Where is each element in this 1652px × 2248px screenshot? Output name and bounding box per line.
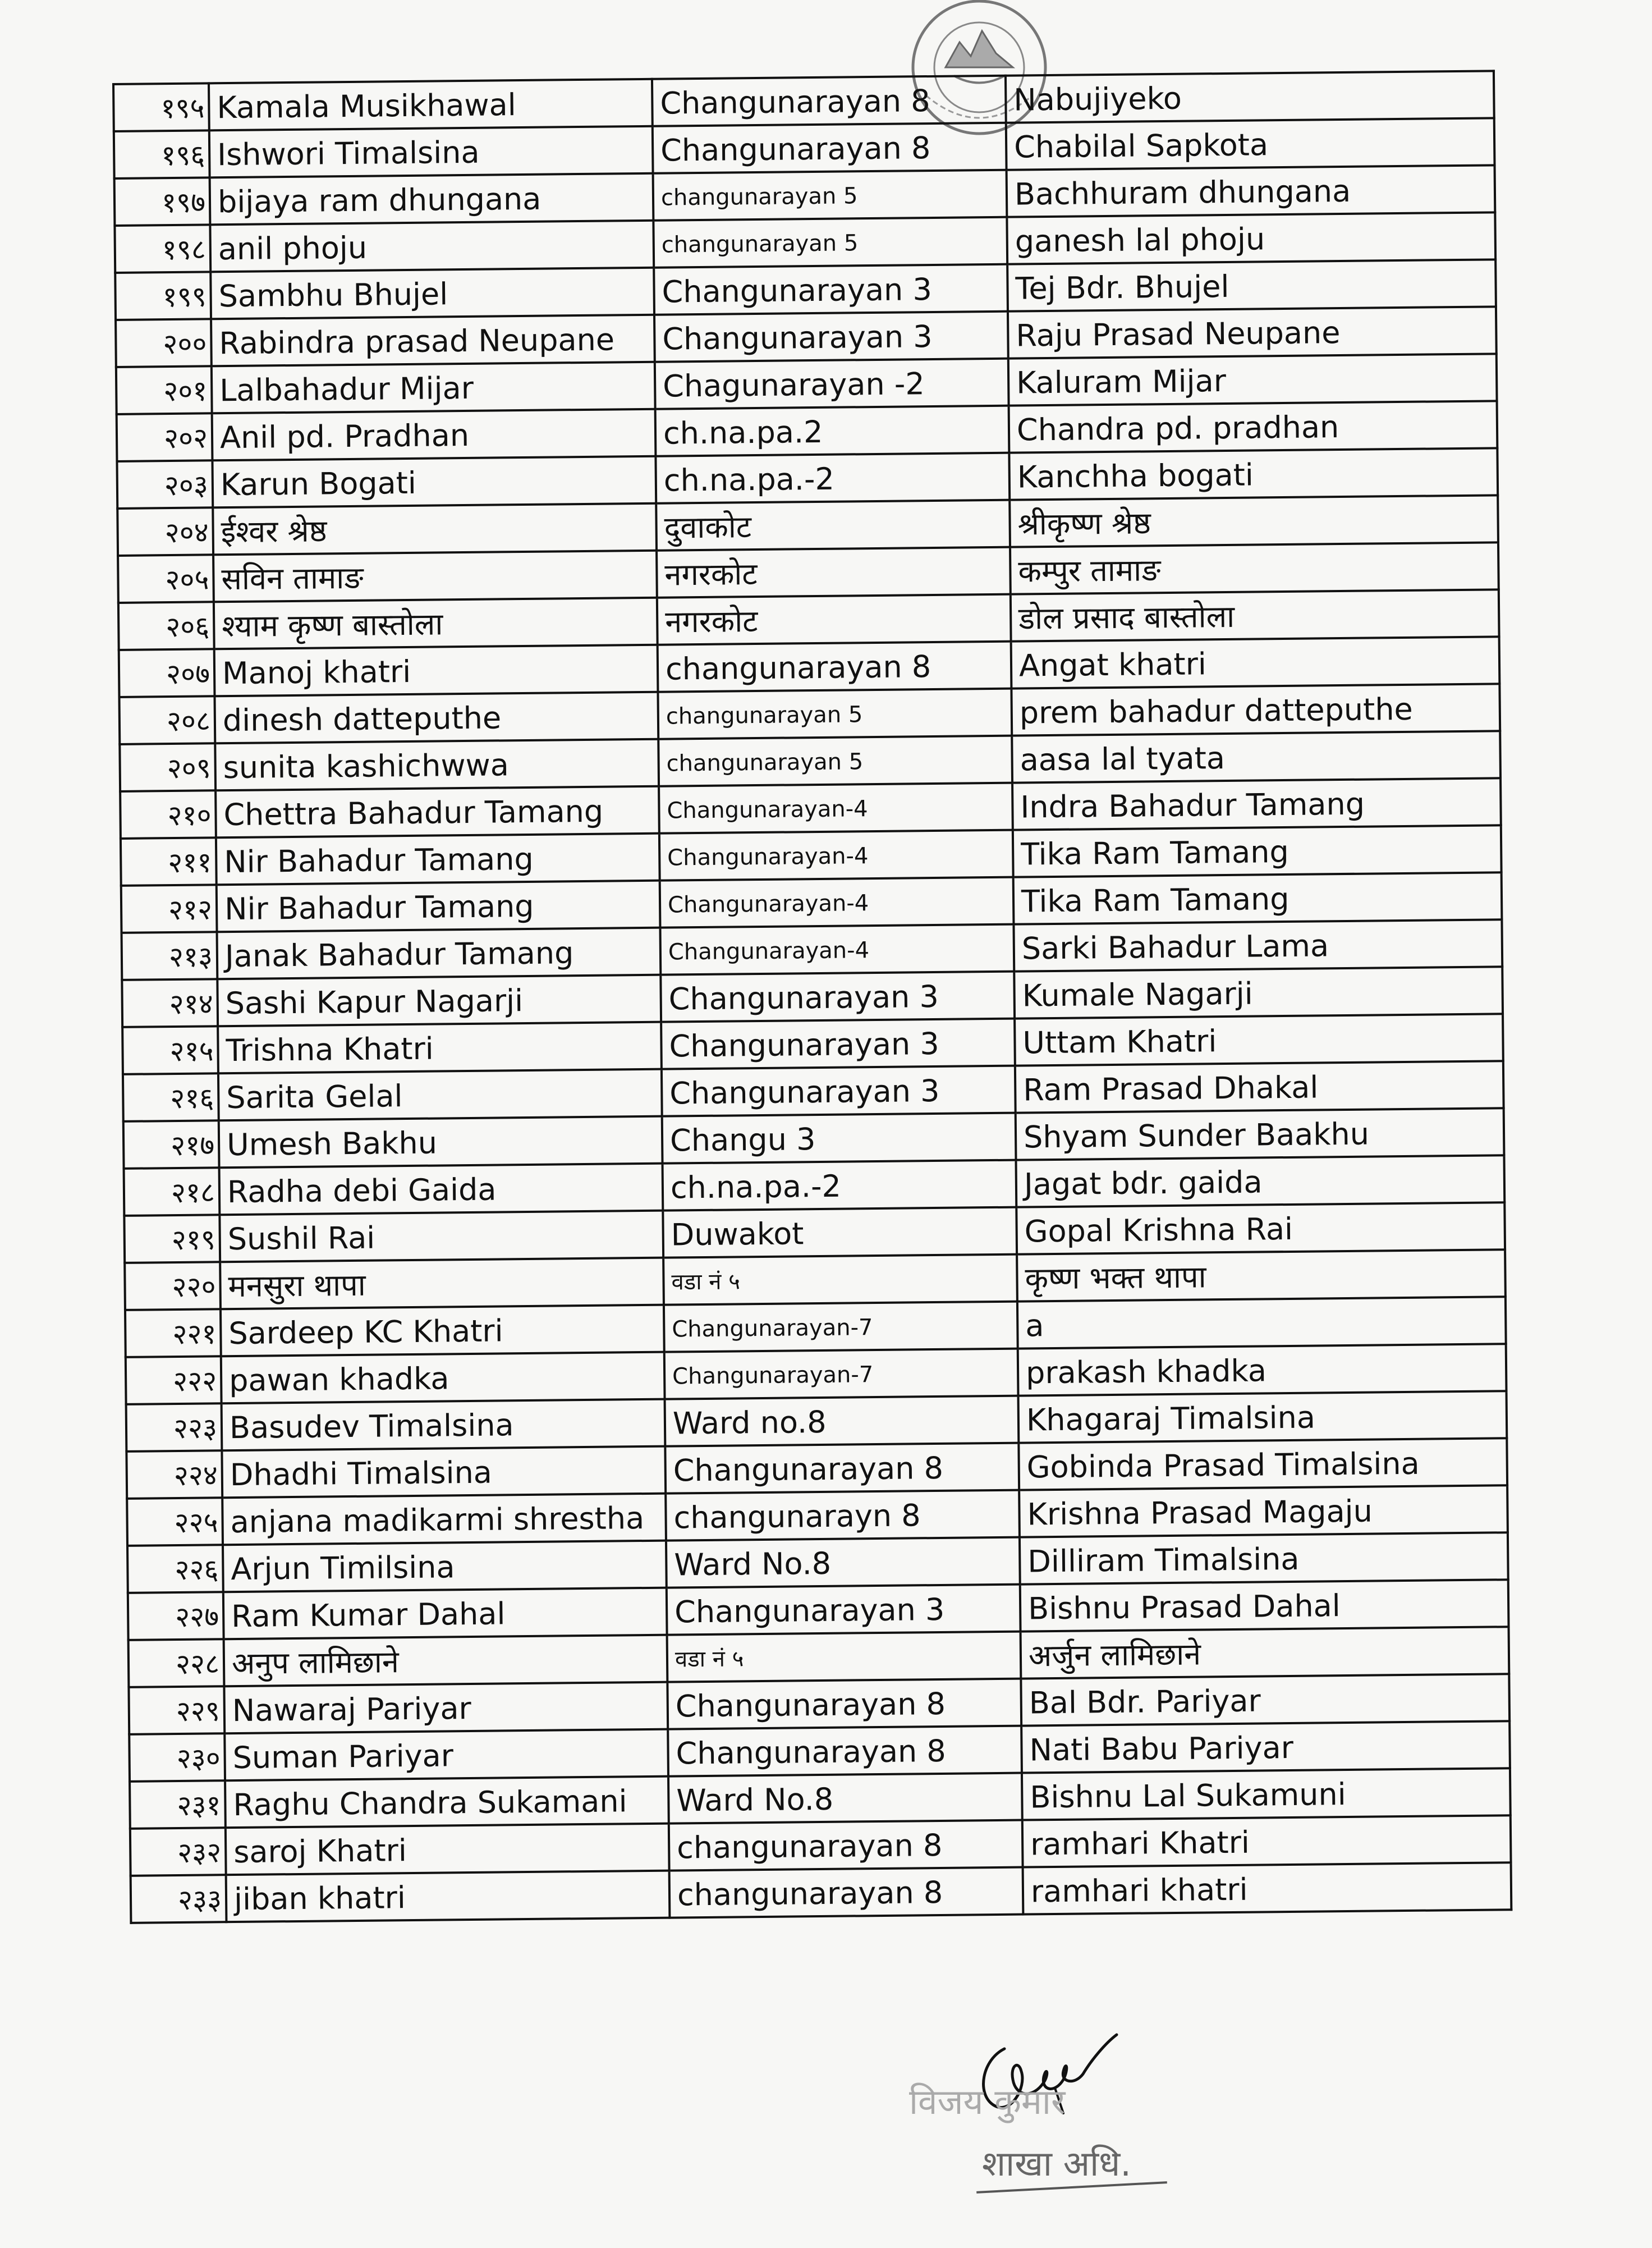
address-cell: changunarayan 5 (653, 217, 1007, 268)
address-cell: ch.na.pa.-2 (655, 453, 1009, 503)
person-name-cell: Arjun Timilsina (223, 1541, 667, 1592)
parent-name-cell: Dilliram Timalsina (1020, 1532, 1508, 1584)
address-cell: changunarayan 5 (658, 736, 1012, 786)
parent-name-cell: Nati Babu Pariyar (1021, 1721, 1510, 1773)
person-name-cell: अनुप लामिछाने (224, 1635, 668, 1687)
parent-name-cell: Ram Prasad Dhakal (1015, 1061, 1504, 1112)
parent-name-cell: Bal Bdr. Pariyar (1021, 1674, 1509, 1725)
parent-name-cell: Khagaraj Timalsina (1018, 1391, 1507, 1443)
person-name-cell: Radha debi Gaida (219, 1164, 663, 1215)
person-name-cell: Dhadhi Timalsina (222, 1446, 666, 1498)
row-number-cell: २२८ (129, 1639, 224, 1687)
address-cell: Changunarayan-4 (659, 830, 1013, 881)
address-cell: Changunarayan 8 (652, 76, 1006, 126)
row-number-cell: २२३ (126, 1403, 222, 1452)
parent-name-cell: Bishnu Lal Sukamuni (1022, 1768, 1511, 1820)
row-number-cell: २०१ (116, 366, 212, 414)
parent-name-cell: Uttam Khatri (1015, 1014, 1503, 1065)
person-name-cell: Sarita Gelal (218, 1069, 662, 1121)
parent-name-cell: Raju Prasad Neupane (1008, 306, 1497, 358)
row-number-cell: १९५ (113, 83, 209, 131)
person-name-cell: Basudev Timalsina (222, 1399, 666, 1451)
person-name-cell: Sardeep KC Khatri (221, 1305, 664, 1357)
parent-name-cell: Jagat bdr. gaida (1016, 1155, 1504, 1207)
address-cell: changunarayan 8 (669, 1867, 1024, 1918)
row-number-cell: २०५ (118, 555, 214, 603)
parent-name-cell: Tej Bdr. Bhujel (1007, 259, 1496, 311)
address-cell: Changunarayan 3 (667, 1585, 1021, 1635)
person-name-cell: sunita kashichwwa (215, 739, 659, 791)
person-name-cell: Chettra Bahadur Tamang (215, 786, 659, 838)
row-number-cell: २२६ (127, 1545, 223, 1593)
person-name-cell: jiban khatri (226, 1871, 670, 1922)
parent-name-cell: Nabujiyeko (1006, 71, 1494, 122)
row-number-cell: १९६ (114, 130, 210, 178)
row-number-cell: १९८ (114, 225, 210, 273)
address-cell: Changunarayan 3 (660, 972, 1015, 1022)
person-name-cell: Nir Bahadur Tamang (216, 834, 660, 885)
parent-name-cell: Shyam Sunder Baakhu (1016, 1108, 1504, 1160)
row-number-cell: २२४ (126, 1450, 222, 1499)
address-cell: Changu 3 (662, 1113, 1016, 1164)
parent-name-cell: Indra Bahadur Tamang (1012, 778, 1501, 830)
address-cell: नगरकोट (657, 594, 1011, 645)
row-number-cell: २१३ (122, 932, 218, 980)
parent-name-cell: श्रीकृष्ण श्रेष्ठ (1009, 495, 1498, 547)
stamp-designation: शाखा अधि. (982, 2143, 1131, 2184)
parent-name-cell: ramhari Khatri (1022, 1815, 1511, 1867)
row-number-cell: २१० (120, 790, 216, 839)
row-number-cell: २०२ (117, 413, 213, 461)
parent-name-cell: Tika Ram Tamang (1013, 825, 1502, 877)
parent-name-cell: Gopal Krishna Rai (1016, 1202, 1505, 1254)
row-number-cell: २१४ (122, 979, 218, 1027)
person-name-cell: dinesh datteputhe (214, 692, 658, 744)
parent-name-cell: डोल प्रसाद बास्तोला (1011, 589, 1499, 641)
row-number-cell: २११ (121, 837, 217, 886)
row-number-cell: २१७ (123, 1120, 219, 1169)
parent-name-cell: Chandra pd. pradhan (1009, 401, 1498, 452)
parent-name-cell: prem bahadur datteputhe (1011, 684, 1500, 735)
address-cell: दुवाकोट (656, 500, 1010, 551)
row-number-cell: २२१ (125, 1309, 221, 1357)
person-name-cell: Sushil Rai (219, 1211, 663, 1262)
row-number-cell: २०८ (120, 696, 215, 744)
person-name-cell: Lalbahadur Mijar (212, 362, 655, 414)
person-name-cell: Raghu Chandra Sukamani (225, 1777, 669, 1828)
address-cell: Changunarayan 8 (667, 1679, 1021, 1729)
row-number-cell: २२९ (129, 1686, 224, 1734)
parent-name-cell: Kaluram Mijar (1008, 354, 1497, 405)
address-cell: changunarayan 5 (653, 170, 1007, 221)
row-number-cell: १९७ (114, 177, 210, 226)
parent-name-cell: अर्जुन लामिछाने (1021, 1627, 1509, 1678)
address-cell: Ward No.8 (668, 1773, 1022, 1824)
address-cell: Ward no.8 (665, 1396, 1019, 1446)
parent-name-cell: ramhari khatri (1023, 1862, 1512, 1914)
person-name-cell: Sambhu Bhujel (210, 268, 654, 319)
row-number-cell: २१९ (124, 1215, 220, 1263)
person-name-cell: सविन तामाङ (213, 551, 657, 602)
row-number-cell: २०९ (120, 743, 215, 791)
address-cell: Changunarayan 3 (661, 1019, 1015, 1069)
address-cell: Changunarayan 3 (662, 1066, 1016, 1116)
records-table-body (113, 71, 1511, 1922)
address-cell: ch.na.pa.2 (655, 406, 1009, 456)
address-cell: Changunarayan-7 (664, 1349, 1018, 1399)
person-name-cell: saroj Khatri (226, 1824, 669, 1875)
row-number-cell: २१६ (123, 1073, 219, 1121)
person-name-cell: pawan khadka (221, 1352, 665, 1404)
parent-name-cell: Bachhuram dhungana (1007, 165, 1495, 217)
person-name-cell: ईश्वर श्रेष्ठ (213, 503, 657, 555)
records-table (112, 70, 1512, 1924)
address-cell: Chagunarayan -2 (655, 359, 1009, 409)
address-cell: changunarayn 8 (666, 1490, 1020, 1541)
parent-name-cell: Krishna Prasad Magaju (1019, 1485, 1508, 1537)
address-cell: Changunarayan-4 (660, 924, 1014, 975)
address-cell: Changunarayan 8 (653, 123, 1007, 173)
row-number-cell: २२५ (127, 1498, 223, 1546)
row-number-cell: २०६ (118, 602, 214, 650)
row-number-cell: २१८ (124, 1168, 220, 1216)
person-name-cell: Umesh Bakhu (219, 1116, 663, 1168)
row-number-cell: २०४ (117, 507, 213, 556)
parent-name-cell: Tika Ram Tamang (1013, 872, 1502, 924)
address-cell: Changunarayan 8 (668, 1726, 1022, 1777)
address-cell: changunarayan 5 (658, 689, 1012, 739)
row-number-cell: २०३ (117, 460, 213, 509)
person-name-cell: anil phoju (210, 221, 654, 272)
parent-name-cell: prakash khadka (1018, 1344, 1507, 1395)
row-number-cell: २२२ (126, 1356, 222, 1404)
parent-name-cell: Sarki Bahadur Lama (1013, 919, 1502, 971)
parent-name-cell: कृष्ण भक्त थापा (1017, 1249, 1506, 1301)
address-cell: Changunarayan-4 (659, 783, 1013, 834)
person-name-cell: Nir Bahadur Tamang (217, 881, 660, 932)
address-cell: changunarayan 8 (669, 1820, 1023, 1871)
row-number-cell: २१५ (122, 1026, 218, 1074)
row-number-cell: २३२ (130, 1828, 226, 1876)
person-name-cell: Ram Kumar Dahal (223, 1588, 667, 1640)
person-name-cell: Anil pd. Pradhan (212, 409, 656, 461)
parent-name-cell: ganesh lal phoju (1007, 212, 1495, 264)
person-name-cell: श्याम कृष्ण बास्तोला (214, 598, 658, 649)
person-name-cell: Ishwori Timalsina (209, 126, 653, 178)
row-number-cell: २३१ (130, 1780, 226, 1829)
parent-name-cell: aasa lal tyata (1012, 731, 1500, 782)
person-name-cell: Kamala Musikhawal (209, 79, 653, 131)
address-cell: Changunarayan 8 (665, 1443, 1019, 1494)
records-table-container (112, 70, 1510, 1924)
parent-name-cell: Kanchha bogati (1009, 448, 1498, 500)
row-number-cell: २२० (125, 1262, 221, 1310)
parent-name-cell: a (1017, 1297, 1506, 1348)
person-name-cell: Rabindra prasad Neupane (211, 315, 655, 367)
address-cell: Changunarayan 3 (654, 264, 1008, 315)
address-cell: नगरकोट (657, 547, 1011, 598)
office-stamp (898, 2071, 1190, 2206)
person-name-cell: Sashi Kapur Nagarji (217, 975, 661, 1027)
person-name-cell: Karun Bogati (212, 456, 656, 508)
address-cell: वडा नं ५ (667, 1632, 1021, 1682)
parent-name-cell: Angat khatri (1011, 637, 1500, 688)
address-cell: ch.na.pa.-2 (663, 1160, 1017, 1211)
person-name-cell: Suman Pariyar (224, 1729, 668, 1781)
address-cell: changunarayan 8 (658, 642, 1012, 692)
person-name-cell: Trishna Khatri (218, 1022, 662, 1074)
row-number-cell: २३० (129, 1733, 225, 1782)
address-cell: Changunarayan 3 (654, 312, 1008, 362)
parent-name-cell: Chabilal Sapkota (1006, 118, 1495, 170)
parent-name-cell: Gobinda Prasad Timalsina (1018, 1438, 1507, 1490)
address-cell: Changunarayan-7 (664, 1302, 1018, 1352)
person-name-cell: Manoj khatri (214, 645, 658, 697)
person-name-cell: bijaya ram dhungana (210, 173, 654, 225)
parent-name-cell: Kumale Nagarji (1014, 967, 1503, 1018)
person-name-cell: Janak Bahadur Tamang (217, 928, 661, 979)
address-cell: वडा नं ५ (663, 1255, 1017, 1305)
parent-name-cell: Bishnu Prasad Dahal (1020, 1579, 1509, 1631)
person-name-cell: मनसुरा थापा (220, 1258, 664, 1310)
row-number-cell: २३३ (131, 1875, 227, 1923)
row-number-cell: २२७ (128, 1592, 224, 1640)
address-cell: Ward No.8 (666, 1537, 1020, 1588)
stamp-officer-name: विजय कुमार (909, 2081, 1066, 2122)
address-cell: Changunarayan-4 (660, 877, 1014, 928)
parent-name-cell: कम्पुर तामाङ (1010, 542, 1499, 594)
person-name-cell: anjana madikarmi shrestha (222, 1494, 666, 1545)
person-name-cell: Nawaraj Pariyar (224, 1682, 668, 1734)
row-number-cell: २०० (116, 319, 212, 367)
row-number-cell: २१२ (121, 885, 217, 933)
row-number-cell: २०७ (119, 649, 215, 697)
row-number-cell: १९९ (115, 272, 211, 320)
address-cell: Duwakot (663, 1207, 1017, 1258)
